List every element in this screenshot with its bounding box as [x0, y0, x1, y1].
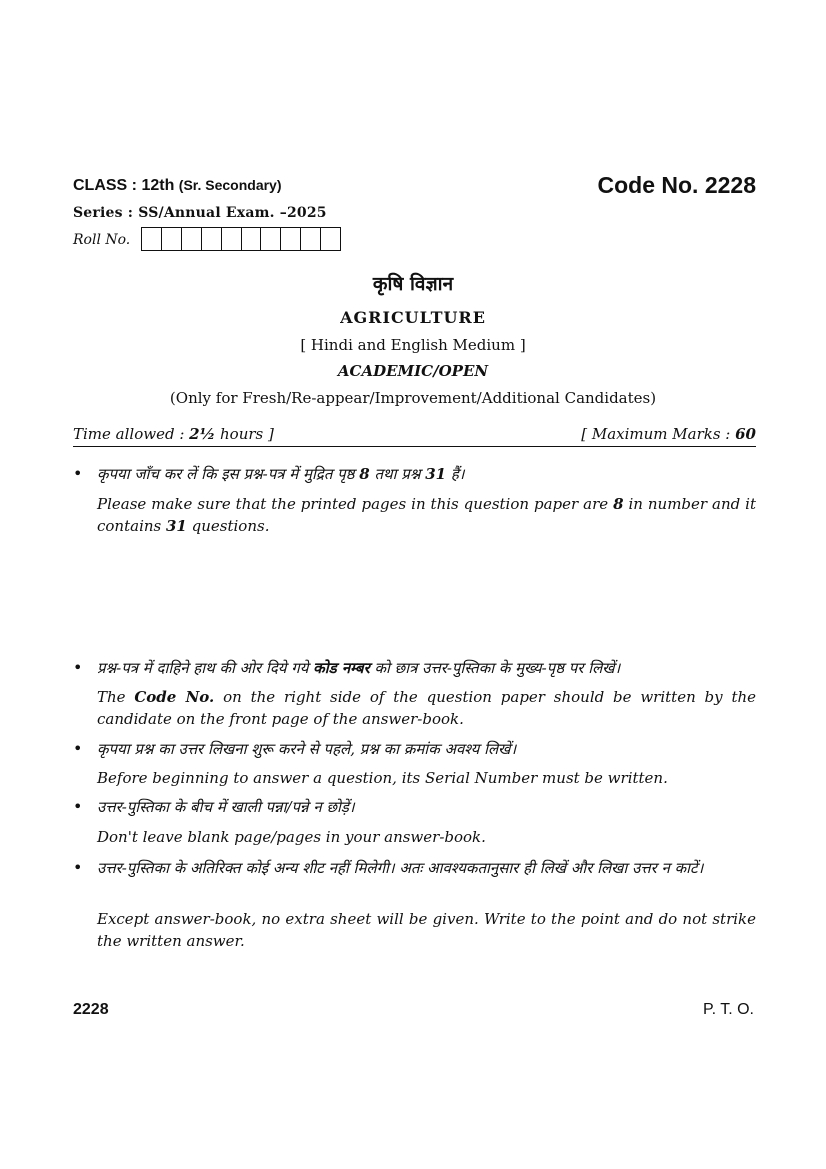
academic-open-line: ACADEMIC/OPEN [337, 362, 489, 380]
instruction-hindi: कृपया जाँच कर लें कि इस प्रश्न-पत्र में मुद्रित पृष्ठ 8 तथा प्रश्न 31 हैं। [97, 465, 465, 483]
instruction-hindi: कृपया प्रश्न का उत्तर लिखना शुरू करने से पहले, प्रश्न का क्रमांक अवश्य लिखें। [97, 740, 517, 758]
class-line [73, 177, 282, 195]
roll-box[interactable] [321, 228, 340, 250]
marks-label: [ Maximum Marks : [581, 425, 736, 443]
instruction-english: Except answer-book, no extra sheet will be given. Write to the point and do not strike the written answer. [97, 910, 756, 950]
roll-box[interactable] [301, 228, 321, 250]
footer-code: 2228 [73, 1001, 109, 1018]
series-line: Series : SS/Annual Exam. –2025 [73, 205, 327, 221]
roll-box[interactable] [142, 228, 162, 250]
medium-line: [ Hindi and English Medium ] [300, 336, 526, 354]
instruction-english: Please make sure that the printed pages in this question paper are 8 in number and it contains 31 questions. [97, 495, 756, 535]
time-unit: hours ] [215, 425, 274, 443]
roll-box[interactable] [202, 228, 222, 250]
subject-title-hindi: कृषि विज्ञान [372, 273, 454, 295]
bullet-icon: • [73, 797, 83, 816]
footer-pto: P. T. O. [703, 1001, 754, 1018]
roll-box[interactable] [162, 228, 182, 250]
instruction-hindi: उत्तर-पुस्तिका के बीच में खाली पन्ना/पन्ने न छोड़ें। [97, 798, 355, 816]
instruction-english: Before beginning to answer a question, its Serial Number must be written. [97, 769, 668, 787]
candidates-line: (Only for Fresh/Re-appear/Improvement/Additional Candidates) [169, 389, 657, 407]
instruction-hindi: प्रश्न-पत्र में दाहिने हाथ की ओर दिये गये कोड नम्बर को छात्र उत्तर-पुस्तिका के मुख्य-पृष्ठ पर लिखें। [97, 659, 621, 677]
roll-box[interactable] [242, 228, 262, 250]
time-label: Time allowed : [73, 425, 190, 443]
bullet-icon: • [73, 658, 83, 677]
roll-box[interactable] [182, 228, 202, 250]
bullet-icon: • [73, 739, 83, 758]
subject-title-english: AGRICULTURE [340, 308, 486, 327]
time-value: 2½ [189, 425, 216, 443]
roll-box[interactable] [222, 228, 242, 250]
bullet-icon: • [73, 858, 83, 877]
class-sub: (Sr. Secondary) [178, 177, 282, 193]
roll-box[interactable] [281, 228, 301, 250]
maximum-marks [581, 425, 756, 443]
instruction-english: The Code No. on the right side of the question paper should be written by the candidate on the front page of the answer-book. [97, 688, 757, 728]
marks-value: 60 [735, 425, 756, 443]
instruction-hindi: उत्तर-पुस्तिका के अतिरिक्त कोई अन्य शीट नहीं मिलेगी। अतः आवश्यकतानुसार ही लिखें और लिखा उत्तर न काटें। [97, 859, 704, 877]
roll-number-label: Roll No. [73, 232, 131, 248]
code-number: Code No. 2228 [597, 172, 756, 198]
bullet-icon: • [73, 464, 83, 483]
roll-number-boxes[interactable] [141, 227, 341, 251]
roll-box[interactable] [261, 228, 281, 250]
time-marks-row [73, 425, 756, 447]
time-allowed [73, 425, 274, 443]
instruction-english: Don't leave blank page/pages in your answer-book. [97, 828, 486, 846]
class-label: CLASS : 12th [73, 177, 175, 194]
